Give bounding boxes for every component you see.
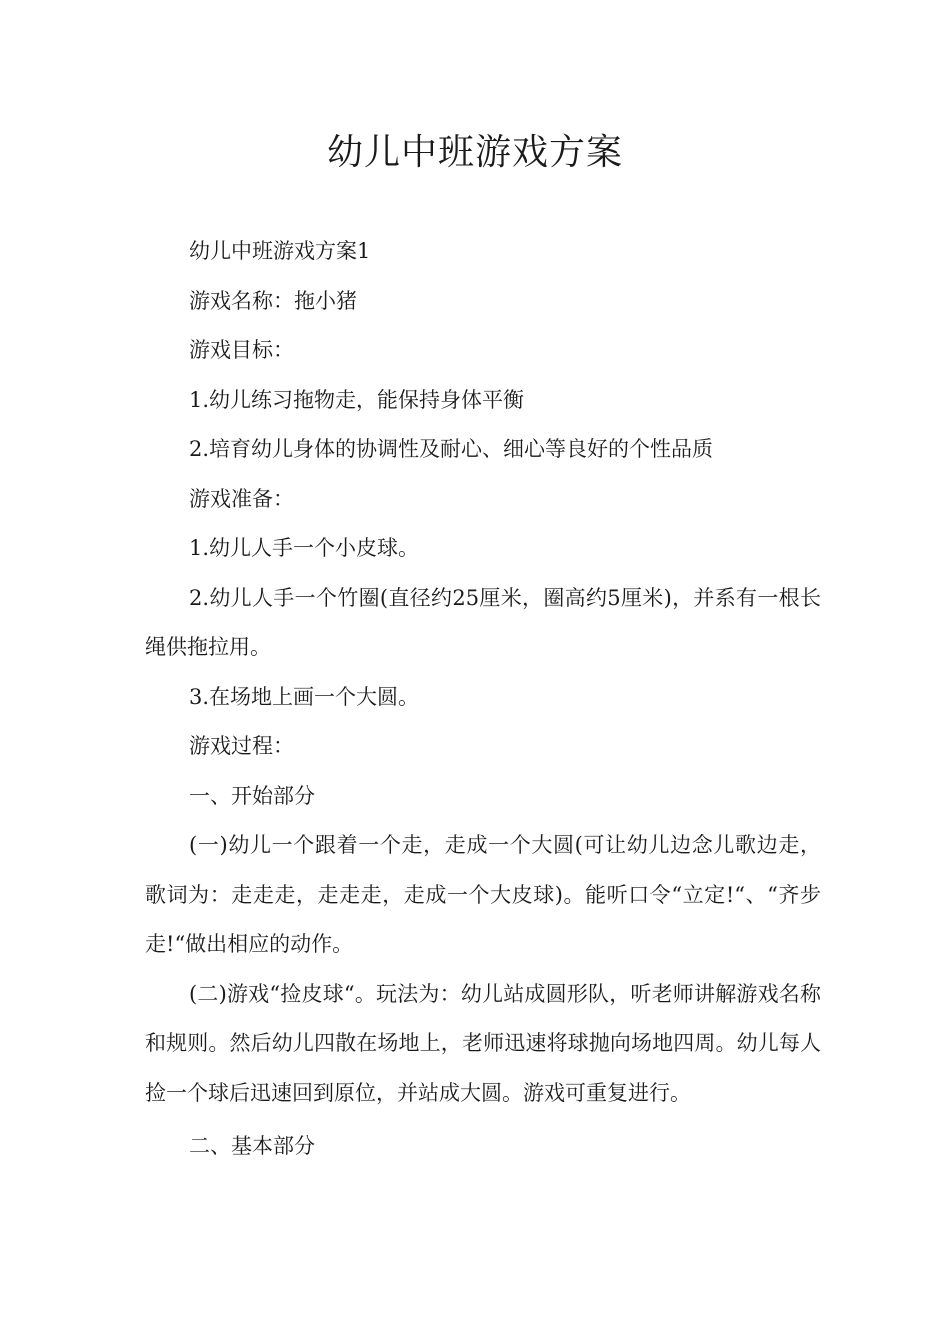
paragraph-prep-3: 3.在场地上画一个大圆。 <box>189 684 420 709</box>
paragraph-heading-1: 幼儿中班游戏方案1 <box>189 239 371 263</box>
paragraph-game-name: 游戏名称：拖小猪 <box>189 288 357 313</box>
paragraph-step-1: (一)幼儿一个跟着一个走，走成一个大圆(可让幼儿边念儿歌边走，歌词为：走走走，走走走，走成一个大皮球)。能听口令“立定!“、“齐步走!“做出相应的动作。 <box>145 833 821 956</box>
paragraph-section-basic: 二、基本部分 <box>189 1134 315 1158</box>
paragraph-goals-heading: 游戏目标： <box>189 338 294 362</box>
paragraph-prep-heading: 游戏准备： <box>189 486 294 511</box>
paragraph-process-heading: 游戏过程： <box>189 734 294 758</box>
document-title: 幼儿中班游戏方案 <box>326 132 623 173</box>
paragraph-goal-2: 2.培育幼儿身体的协调性及耐心、细心等良好的个性品质 <box>189 437 714 461</box>
paragraph-prep-2: 2.幼儿人手一个竹圈(直径约25厘米，圈高约5厘米)，并系有一根长绳供拖拉用。 <box>145 585 821 659</box>
paragraph-goal-1: 1.幼儿练习拖物走，能保持身体平衡 <box>189 387 525 412</box>
paragraph-prep-1: 1.幼儿人手一个小皮球。 <box>189 536 420 560</box>
paragraph-step-2: (二)游戏“捡皮球“。玩法为：幼儿站成圆形队，听老师讲解游戏名称和规则。然后幼儿四散在场地上，老师迅速将球抛向场地四周。幼儿每人捡一个球后迅速回到原位，并站成大圆。游戏可重复进行。 <box>145 981 821 1105</box>
paragraph-section-start: 一、开始部分 <box>189 783 315 808</box>
document-body <box>145 227 821 1172</box>
